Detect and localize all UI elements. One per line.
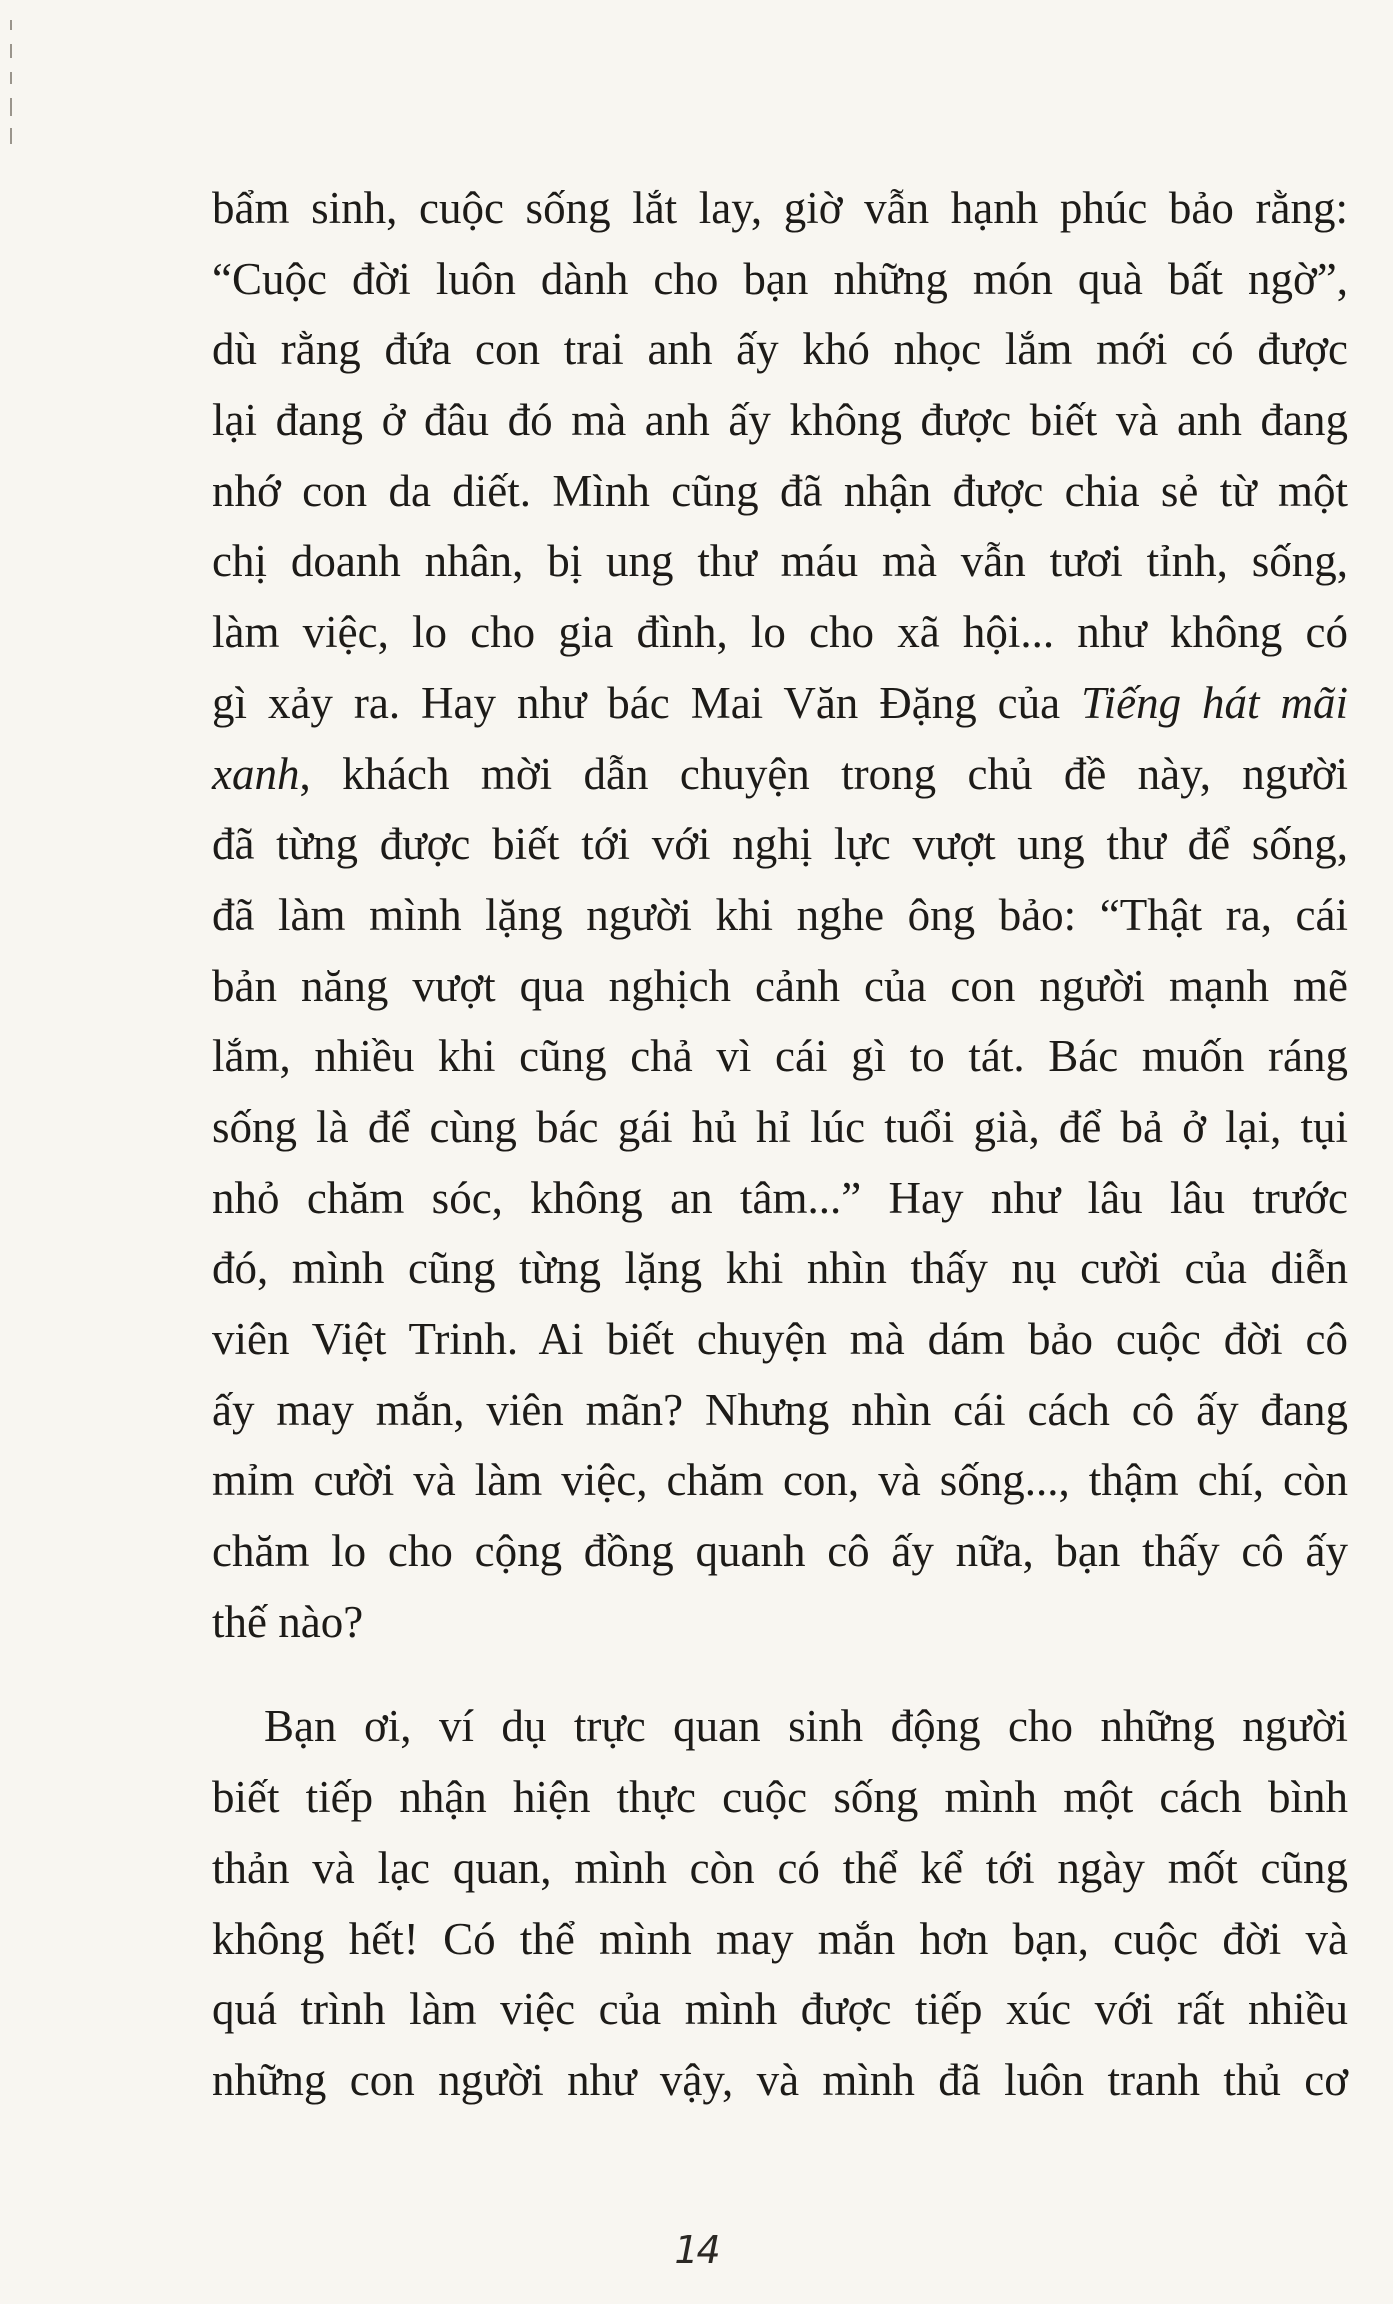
song-title: Tiếng hát mãi xyxy=(1081,677,1348,728)
text-line: chị doanh nhân, bị ung thư máu mà vẫn tươi tỉnh, sống, xyxy=(212,536,1348,587)
paragraph-1 xyxy=(212,173,1348,1657)
text-line: đó, mình cũng từng lặng khi nhìn thấy nụ cười của diễn xyxy=(212,1243,1348,1294)
text-line: ấy may mắn, viên mãn? Nhưng nhìn cái cách cô ấy đang xyxy=(212,1384,1348,1435)
text-line: làm việc, lo cho gia đình, lo cho xã hội... như không có xyxy=(212,607,1348,658)
text-line: chăm lo cho cộng đồng quanh cô ấy nữa, bạn thấy cô ấy xyxy=(212,1526,1348,1577)
body-text xyxy=(212,173,1348,2116)
text-line: không hết! Có thể mình may mắn hơn bạn, cuộc đời và xyxy=(212,1913,1348,1964)
text-line: sống là để cùng bác gái hủ hỉ lúc tuổi già, để bả ở lại, tụi xyxy=(212,1101,1348,1152)
text-line: thế nào? xyxy=(212,1596,364,1647)
paragraph-spacer xyxy=(212,1657,1348,1691)
text-line: quá trình làm việc của mình được tiếp xúc với rất nhiều xyxy=(212,1984,1348,2035)
text-line: lại đang ở đâu đó mà anh ấy không được biết và anh đang xyxy=(212,395,1348,446)
text-line: đã làm mình lặng người khi nghe ông bảo: “Thật ra, cái xyxy=(212,889,1348,940)
text-segment: , khách mời dẫn chuyện trong chủ đề này, người xyxy=(299,748,1348,799)
text-segment: gì xảy ra. Hay như bác Mai Văn Đặng của xyxy=(212,677,1082,728)
text-line: bẩm sinh, cuộc sống lắt lay, giờ vẫn hạnh phúc bảo rằng: xyxy=(212,183,1348,233)
text-line: nhỏ chăm sóc, không an tâm...” Hay như lâu lâu trước xyxy=(212,1172,1348,1223)
text-line: viên Việt Trinh. Ai biết chuyện mà dám bảo cuộc đời cô xyxy=(212,1314,1348,1364)
page-number: 14 xyxy=(674,2228,719,2272)
text-line: đã từng được biết tới với nghị lực vượt ung thư để sống, xyxy=(212,819,1348,870)
text-line: lắm, nhiều khi cũng chả vì cái gì to tát. Bác muốn ráng xyxy=(212,1031,1348,1082)
song-title: xanh xyxy=(212,748,300,799)
text-line: dù rằng đứa con trai anh ấy khó nhọc lắm mới có được xyxy=(212,324,1348,375)
text-line: thản và lạc quan, mình còn có thể kể tới ngày mốt cũng xyxy=(212,1842,1348,1893)
text-line: “Cuộc đời luôn dành cho bạn những món quà bất ngờ”, xyxy=(212,253,1348,304)
text-line: bản năng vượt qua nghịch cảnh của con người mạnh mẽ xyxy=(212,960,1348,1011)
text-line: Bạn ơi, ví dụ trực quan sinh động cho những người xyxy=(264,1701,1348,1752)
text-line: những con người như vậy, và mình đã luôn tranh thủ cơ xyxy=(212,2054,1348,2105)
text-line xyxy=(212,739,1348,810)
text-line: mỉm cười và làm việc, chăm con, và sống..., thậm chí, còn xyxy=(212,1455,1348,1506)
text-line: nhớ con da diết. Mình cũng đã nhận được chia sẻ từ một xyxy=(212,465,1348,516)
page-edge-marks xyxy=(0,0,26,160)
paragraph-2 xyxy=(212,1691,1348,2115)
text-line xyxy=(212,668,1348,739)
text-line: biết tiếp nhận hiện thực cuộc sống mình một cách bình xyxy=(212,1772,1348,1823)
